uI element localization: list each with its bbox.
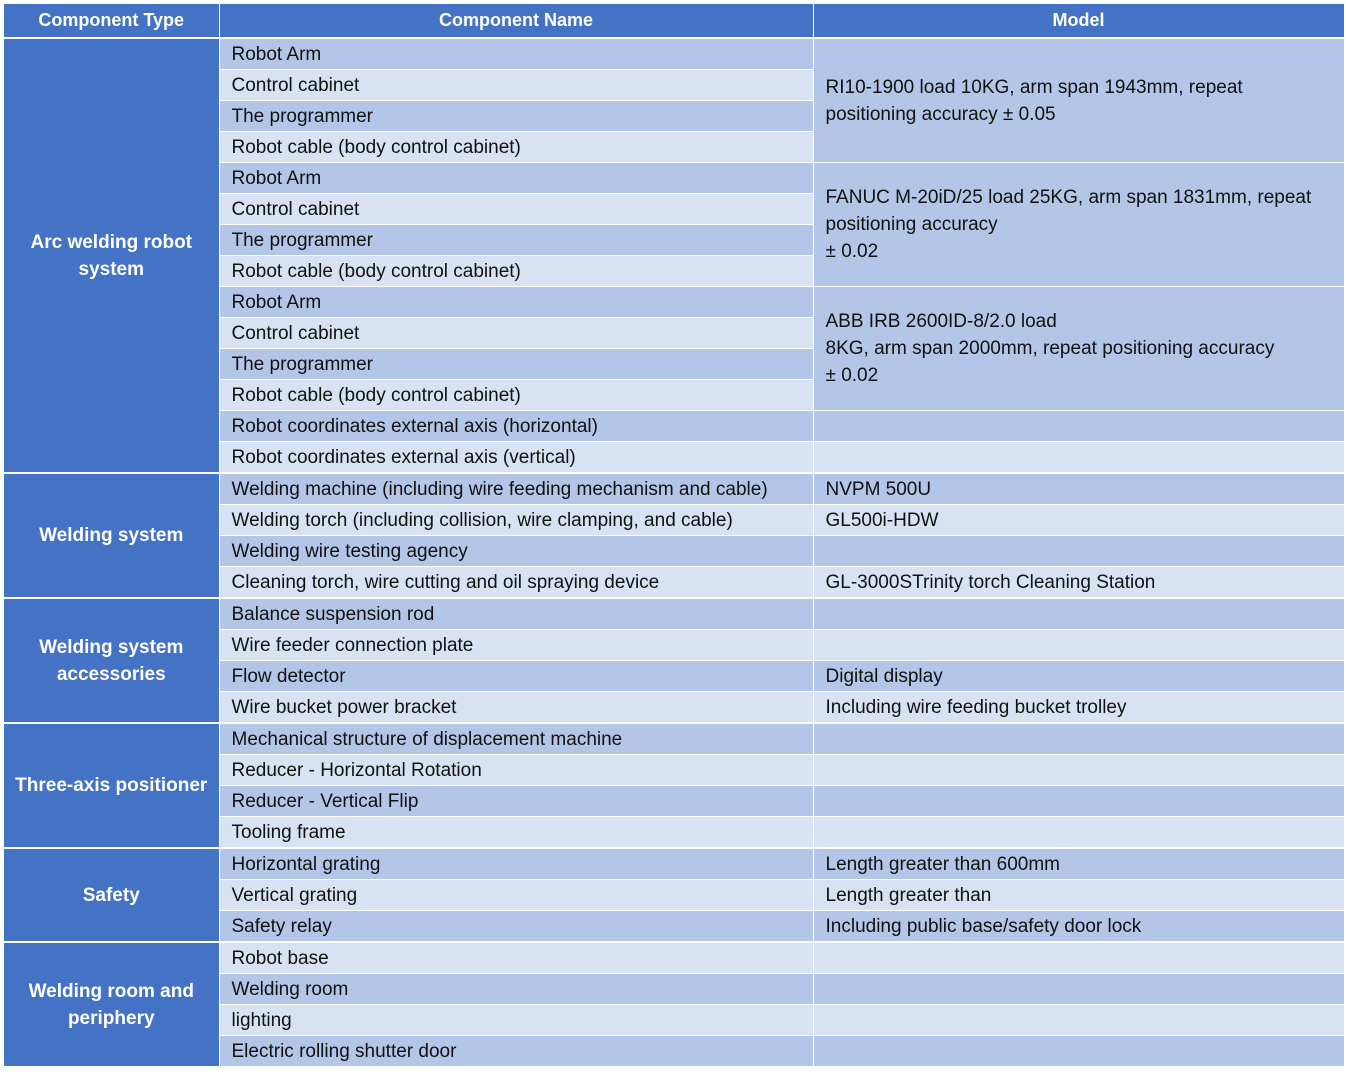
table-body	[4, 38, 1344, 1066]
table-row	[4, 598, 1344, 630]
model-cell	[813, 723, 1344, 755]
model-cell: NVPM 500U	[813, 473, 1344, 505]
component-name-cell: Robot Arm	[219, 287, 813, 318]
model-cell: Including wire feeding bucket trolley	[813, 692, 1344, 724]
component-name-cell: Balance suspension rod	[219, 598, 813, 630]
component-name-cell: Mechanical structure of displacement machine	[219, 723, 813, 755]
component-type-cell: Three-axis positioner	[4, 723, 219, 848]
component-type-cell: Arc welding robot system	[4, 38, 219, 473]
component-type-cell: Safety	[4, 848, 219, 942]
component-spec-table	[4, 4, 1345, 1066]
component-name-cell: Welding machine (including wire feeding mechanism and cable)	[219, 473, 813, 505]
model-cell	[813, 817, 1344, 849]
component-name-cell: Control cabinet	[219, 194, 813, 225]
component-name-cell: Wire bucket power bracket	[219, 692, 813, 724]
component-name-cell: Control cabinet	[219, 318, 813, 349]
model-cell: GL500i-HDW	[813, 505, 1344, 536]
component-name-cell: Vertical grating	[219, 880, 813, 911]
model-cell	[813, 1005, 1344, 1036]
component-name-cell: Robot cable (body control cabinet)	[219, 380, 813, 411]
model-cell	[813, 442, 1344, 474]
model-cell	[813, 942, 1344, 974]
model-cell	[813, 536, 1344, 567]
component-name-cell: The programmer	[219, 349, 813, 380]
table-row	[4, 848, 1344, 880]
component-name-cell: Welding torch (including collision, wire clamping, and cable)	[219, 505, 813, 536]
component-name-cell: The programmer	[219, 225, 813, 256]
model-cell	[813, 974, 1344, 1005]
model-cell: ABB IRB 2600ID-8/2.0 load 8KG, arm span 2000mm, repeat positioning accuracy ± 0.02	[813, 287, 1344, 411]
component-name-cell: Tooling frame	[219, 817, 813, 849]
table-row	[4, 473, 1344, 505]
component-type-cell: Welding system	[4, 473, 219, 598]
model-cell: Digital display	[813, 661, 1344, 692]
component-name-cell: Horizontal grating	[219, 848, 813, 880]
model-cell	[813, 598, 1344, 630]
model-cell: GL-3000STrinity torch Cleaning Station	[813, 567, 1344, 599]
component-name-cell: Robot base	[219, 942, 813, 974]
component-name-cell: Cleaning torch, wire cutting and oil spraying device	[219, 567, 813, 599]
component-name-cell: Robot coordinates external axis (horizontal)	[219, 411, 813, 442]
model-cell	[813, 411, 1344, 442]
model-cell	[813, 1036, 1344, 1067]
component-name-cell: Electric rolling shutter door	[219, 1036, 813, 1067]
model-cell: Length greater than 600mm	[813, 848, 1344, 880]
component-name-cell: Safety relay	[219, 911, 813, 943]
component-type-cell: Welding system accessories	[4, 598, 219, 723]
component-name-cell: Robot Arm	[219, 38, 813, 70]
component-name-cell: Welding room	[219, 974, 813, 1005]
header-component-type: Component Type	[4, 4, 219, 38]
component-name-cell: Reducer - Horizontal Rotation	[219, 755, 813, 786]
component-name-cell: Control cabinet	[219, 70, 813, 101]
model-cell	[813, 786, 1344, 817]
model-cell	[813, 630, 1344, 661]
table-row	[4, 38, 1344, 70]
component-name-cell: Flow detector	[219, 661, 813, 692]
table-row	[4, 942, 1344, 974]
component-name-cell: lighting	[219, 1005, 813, 1036]
header-component-name: Component Name	[219, 4, 813, 38]
table-row	[4, 723, 1344, 755]
header-model: Model	[813, 4, 1344, 38]
component-name-cell: Robot cable (body control cabinet)	[219, 132, 813, 163]
model-cell: RI10-1900 load 10KG, arm span 1943mm, repeat positioning accuracy ± 0.05	[813, 38, 1344, 163]
header-row	[4, 4, 1344, 38]
component-name-cell: Welding wire testing agency	[219, 536, 813, 567]
model-cell: Including public base/safety door lock	[813, 911, 1344, 943]
component-name-cell: Robot cable (body control cabinet)	[219, 256, 813, 287]
component-name-cell: The programmer	[219, 101, 813, 132]
component-name-cell: Robot coordinates external axis (vertical)	[219, 442, 813, 474]
component-name-cell: Wire feeder connection plate	[219, 630, 813, 661]
component-name-cell: Reducer - Vertical Flip	[219, 786, 813, 817]
model-cell: Length greater than	[813, 880, 1344, 911]
component-name-cell: Robot Arm	[219, 163, 813, 194]
model-cell	[813, 755, 1344, 786]
component-type-cell: Welding room and periphery	[4, 942, 219, 1066]
model-cell: FANUC M-20iD/25 load 25KG, arm span 1831mm, repeat positioning accuracy ± 0.02	[813, 163, 1344, 287]
